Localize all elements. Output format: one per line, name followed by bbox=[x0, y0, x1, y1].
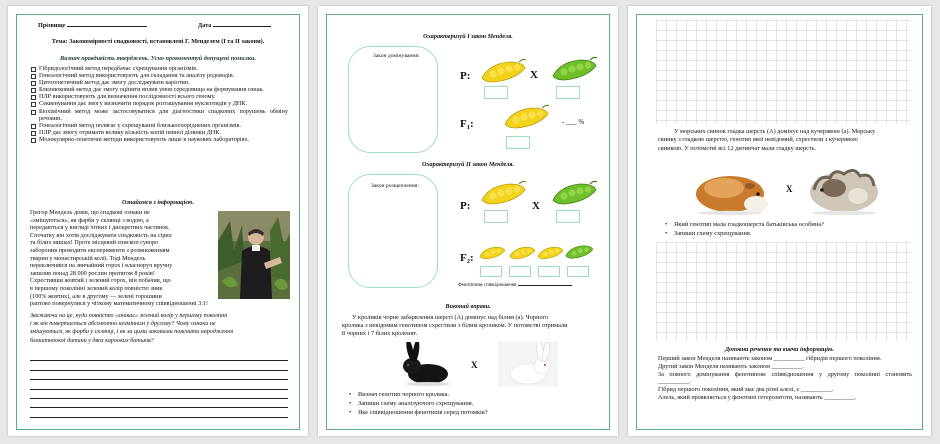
paragraph-line: заборонив проводити експерименти з розмноженням bbox=[30, 246, 170, 254]
phenotype-ratio-label: Фенотипове співвідношення bbox=[458, 283, 517, 288]
topic-title: Тема: Закономірності спадковості, встановлені Г. Менделем (І та ІІ закони). bbox=[51, 38, 265, 45]
smooth-guinea-pig-illustration bbox=[688, 164, 770, 216]
surname-field bbox=[38, 22, 147, 30]
date-blank bbox=[213, 26, 271, 27]
worksheet-page-2 bbox=[318, 6, 618, 436]
yellow-pea-pod-icon bbox=[536, 244, 564, 262]
green-pea-pod-icon bbox=[550, 180, 598, 208]
paragraph-line: запилив понад 28 000 рослин протягом 8 років! bbox=[30, 269, 155, 277]
answer-line[interactable] bbox=[30, 352, 288, 361]
black-rabbit-illustration bbox=[396, 342, 458, 386]
genotype-answer-box[interactable] bbox=[480, 266, 502, 277]
statement-item: ПЛР дає змогу отримати велику кількість копій певної ділянки ДНК. bbox=[30, 129, 288, 136]
statement-item: Секвенування дає змогу визначити порядок розташування нуклеотидів у ДНК. bbox=[30, 100, 288, 107]
law2-answer-box[interactable] bbox=[348, 174, 438, 288]
worksheet-page-3 bbox=[628, 6, 931, 436]
answer-grid-bottom[interactable] bbox=[656, 242, 910, 340]
answer-grid-top[interactable] bbox=[656, 20, 910, 124]
rabbit-line: кролика з невідомим генотипом схрестили з білим кроликом. У потомстві отримали bbox=[342, 322, 568, 329]
mendel-photo bbox=[218, 211, 290, 299]
white-rabbit-illustration bbox=[498, 342, 558, 386]
task1-title: Визнач правдивість тверджень. Усно прокоментуй допущені помилки. bbox=[60, 55, 256, 62]
yellow-pea-pod-icon bbox=[479, 58, 527, 86]
sentence-item: Перший закон Менделя називають законом __________ гібридів першого покоління. bbox=[658, 355, 882, 362]
statement-item: ПЛР використовують для визначення послідовності всього геному. bbox=[30, 93, 288, 100]
statement-item: Біохімічний метод може застосовуватися для діагностики спадкових порушень обміну речовин. bbox=[30, 108, 288, 122]
exercises-title: Виконай вправи. bbox=[445, 303, 491, 310]
paragraph-line: передаються у вигляді чітких і дискретних частинок. bbox=[30, 224, 170, 232]
paragraph-line: тварин у монастирській келії. Тоді Мендель bbox=[30, 254, 146, 262]
date-label: Дата bbox=[198, 22, 212, 29]
genotype-answer-box[interactable] bbox=[538, 266, 560, 277]
question-line: блакитноокої дитини у двох карооких батьків? bbox=[30, 337, 154, 344]
curly-guinea-pig-photo bbox=[804, 160, 882, 216]
law1-title: Охарактеризуй І закон Менделя. bbox=[423, 33, 513, 40]
sentence-item: Алель, який проявляється у фенотипі гетерозиготи, називають __________. bbox=[658, 393, 857, 401]
rabbit-tasks bbox=[348, 390, 598, 417]
rabbit-line: 8 чорних і 7 білих кроленят. bbox=[342, 330, 418, 337]
statement-item: Цитогенетичний метод дає змогу досліджувати каріотип. bbox=[30, 79, 288, 86]
sentence-item: Гібрид першого покоління, який має два різні алелі, є __________. bbox=[658, 386, 834, 394]
paragraph-line: «змішуються», як фарби у склянці з водою, а bbox=[30, 216, 149, 224]
statement-item: Гібридологічний метод передбачає схрещування організмів. bbox=[30, 65, 288, 72]
guinea-tasks bbox=[664, 220, 908, 238]
paragraph-line: Спочатку він хотів досліджувати спадковість на сірих bbox=[30, 231, 172, 239]
answer-line[interactable] bbox=[30, 361, 288, 370]
paragraph-line: Схрестивши жовтий і зелений горох, він побачив, що bbox=[30, 277, 171, 285]
answer-line[interactable] bbox=[30, 390, 288, 399]
paragraph-line: (100% жовтих), але в другому — зелені горошини bbox=[30, 292, 162, 300]
green-pea-pod-icon bbox=[550, 56, 598, 84]
genotype-answer-box[interactable] bbox=[484, 210, 508, 223]
surname-blank bbox=[67, 26, 147, 27]
cross-symbol: X bbox=[786, 184, 793, 194]
green-pea-pod-icon bbox=[564, 242, 594, 262]
question-line: Зважаючи на це, куди повністю «зникає» зелений колір у першому поколінні bbox=[30, 313, 228, 319]
guinea-task-item: • Запиши схему схрещування. bbox=[664, 229, 908, 238]
genotype-answer-box[interactable] bbox=[556, 86, 580, 99]
surname-label: Прізвище bbox=[38, 22, 66, 29]
yellow-pea-pod-icon bbox=[502, 104, 550, 132]
mendel-paragraph bbox=[30, 209, 212, 300]
parents-label: P: bbox=[460, 200, 471, 212]
task2-title: Ознайомся з інформацією. bbox=[122, 199, 194, 206]
paragraph-line: та білих мишах! Проте місцевий єпископ суворо bbox=[30, 239, 159, 247]
cross-symbol: X bbox=[471, 360, 478, 370]
genotype-answer-box[interactable] bbox=[509, 266, 531, 277]
black-rabbit-photo bbox=[396, 342, 458, 386]
rabbit-problem bbox=[342, 314, 600, 338]
f1-ratio: - ___ % bbox=[562, 118, 585, 126]
yellow-pea-pod-icon bbox=[508, 244, 536, 262]
law2-title: Охарактеризуй ІІ закон Менделя. bbox=[421, 161, 515, 168]
rabbit-line: У кроликів чорне забарвлення шерсті (А) домінує над білим (а). Чорного bbox=[352, 314, 549, 321]
statement-item: Генеалогічний метод полягає у схрещуванні близькоспоріднених організмів. bbox=[30, 122, 288, 129]
answer-line[interactable] bbox=[30, 380, 288, 389]
parents-label: P: bbox=[460, 70, 471, 82]
phenotype-ratio-blank bbox=[518, 285, 572, 286]
answer-line[interactable] bbox=[30, 408, 288, 417]
sentence-item: Другий закон Менделя називають законом __________. bbox=[658, 362, 804, 370]
cross-symbol: X bbox=[532, 200, 540, 212]
guinea-line: свинкою. У потомстві всі 12 дитинчат мали гладку шерсть. bbox=[658, 144, 817, 152]
rabbit-task-item: • Яке співвідношення фенотипів серед потомків? bbox=[348, 408, 598, 417]
rabbit-task-item: • Визнач генотип чорного кролика. bbox=[348, 390, 598, 399]
statement-item: Близнюковий метод дає змогу оцінити вплив умов середовища на формування ознак. bbox=[30, 86, 288, 93]
paragraph-line: в першому поколінні зелений колір повністю зник bbox=[30, 284, 163, 292]
law1-answer-box[interactable] bbox=[348, 46, 438, 153]
rabbit-task-item: • Запиши схему аналізуючого схрещування. bbox=[348, 399, 598, 408]
answer-line[interactable] bbox=[30, 371, 288, 380]
statement-item: Генеалогічний метод використовують для складання та аналізу родоводів. bbox=[30, 72, 288, 79]
paragraph-line: Грегор Мендель довів, що спадкові ознаки не bbox=[30, 209, 150, 216]
question-line: змішуються, як фарби у склянці, і як за цими законами пояснити народження bbox=[30, 329, 234, 336]
mendel-illustration bbox=[218, 211, 290, 299]
guinea-task-item: • Який генотип мала гладкошерста батьківська особина? bbox=[664, 220, 908, 229]
answer-lines bbox=[30, 352, 288, 418]
statements-list bbox=[30, 65, 288, 143]
smooth-guinea-pig-photo bbox=[688, 164, 770, 216]
white-rabbit-photo bbox=[498, 342, 558, 386]
paragraph-line: переключився на звичайний горох і власноруч вручну bbox=[30, 262, 173, 270]
guinea-line: свинку з гладкою шерстю, генотип якої невідомий, схрестили з кучерявою bbox=[658, 136, 858, 144]
complete-sentences bbox=[658, 355, 912, 402]
genotype-answer-box[interactable] bbox=[484, 86, 508, 99]
sentence-item: За повного домінування фенотипове співвідношення у другому поколінні становить __________. bbox=[658, 370, 912, 386]
guinea-line: У морських свинок гладка шерсть (А) домінує над кучерявою (а). Морську bbox=[674, 128, 876, 135]
genotype-answer-box[interactable] bbox=[506, 136, 530, 149]
reflection-question bbox=[30, 312, 288, 345]
genotype-answer-box[interactable] bbox=[556, 210, 580, 223]
yellow-pea-pod-icon bbox=[478, 244, 506, 262]
answer-line[interactable] bbox=[30, 399, 288, 408]
law2-box-label: Закон розщеплення: bbox=[371, 183, 419, 189]
yellow-pea-pod-icon bbox=[479, 180, 527, 208]
cross-symbol: X bbox=[530, 69, 538, 81]
worksheet-page-1 bbox=[8, 6, 308, 436]
f2-label: F₂: bbox=[460, 252, 474, 264]
guinea-pig-problem bbox=[658, 128, 910, 153]
curly-guinea-pig-illustration bbox=[804, 160, 882, 216]
law1-box-label: Закон домінування: bbox=[373, 53, 420, 59]
complete-title: Доповни речення та вивчи інформацію. bbox=[724, 346, 835, 353]
statement-item: Молекулярно-генетичні методи використовують лише в наукових лабораторіях. bbox=[30, 136, 288, 143]
phenotype-ratio-field bbox=[458, 282, 572, 290]
genotype-answer-box[interactable] bbox=[567, 266, 589, 277]
question-line: і як він повертається абсолютно незмінним у другому? Чому ознаки не bbox=[30, 321, 216, 328]
paragraph-line: раптово повернулися у чіткому математичному співвідношенні 3:1! bbox=[30, 300, 209, 307]
f1-label: F₁: bbox=[460, 118, 474, 130]
date-field bbox=[198, 22, 271, 30]
